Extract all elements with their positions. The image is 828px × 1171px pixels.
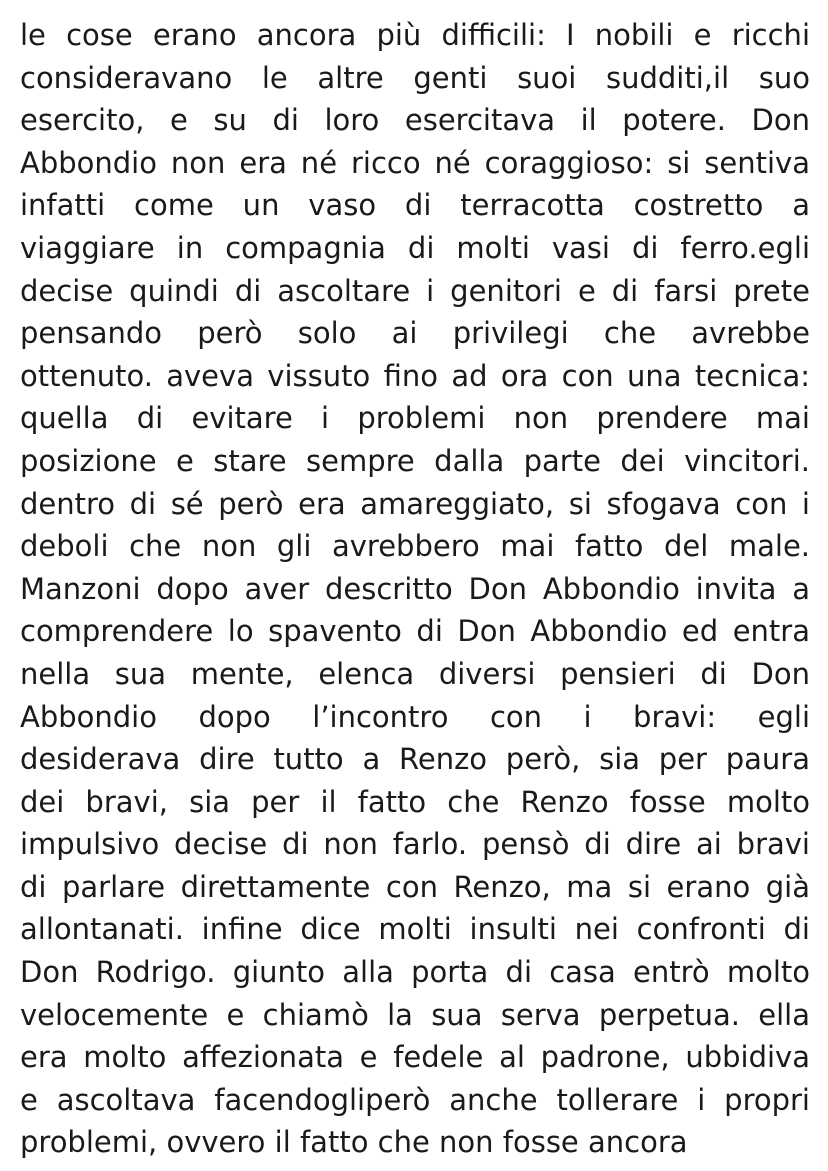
text-line-27: problemi, ovvero il fatto che non fosse ancora (20, 1125, 688, 1160)
text-line-1: le cose erano ancora più difficili: I nobili e ricchi (20, 18, 810, 52)
text-line-22: allontanati. infine dice molti insulti nei confronti di (20, 912, 810, 947)
text-line-24: velocemente e chiamò la sua serva perpetua. ella (20, 997, 810, 1032)
text-line-18: desiderava dire tutto a Renzo però, sia per paura (20, 742, 810, 777)
text-line-19: dei bravi, sia per il fatto che Renzo fosse molto (20, 784, 810, 819)
text-line-3: esercito, e su di loro esercitava il potere. Don (20, 103, 810, 138)
text-line-13: deboli che non gli avrebbero mai fatto del male. (20, 529, 810, 564)
text-line-14: Manzoni dopo aver descritto Don Abbondio invita a (20, 571, 810, 606)
text-line-4: Abbondio non era né ricco né coraggioso: si sentiva (20, 145, 810, 180)
text-line-15: comprendere lo spavento di Don Abbondio ed entra (20, 614, 810, 649)
text-line-17: Abbondio dopo l’incontro con i bravi: egli (20, 699, 810, 734)
text-line-21: di parlare direttamente con Renzo, ma si erano già (20, 869, 810, 904)
text-line-2: consideravano le altre genti suoi sudditi,il suo (20, 60, 810, 95)
text-line-11: posizione e stare sempre dalla parte dei vincitori. (20, 443, 810, 478)
text-line-20: impulsivo decise di non farlo. pensò di dire ai bravi (20, 827, 810, 862)
text-line-16: nella sua mente, elenca diversi pensieri di Don (20, 656, 810, 691)
text-line-6: viaggiare in compagnia di molti vasi di ferro.egli (20, 230, 810, 265)
text-line-26: e ascoltava facendogliperò anche tollerare i propri (20, 1082, 810, 1117)
text-line-25: era molto affezionata e fedele al padrone, ubbidiva (20, 1040, 810, 1075)
text-line-9: ottenuto. aveva vissuto fino ad ora con una tecnica: (20, 358, 810, 393)
text-line-12: dentro di sé però era amareggiato, si sfogava con i (20, 486, 810, 521)
text-line-10: quella di evitare i problemi non prendere mai (20, 401, 810, 436)
text-line-23: Don Rodrigo. giunto alla porta di casa entrò molto (20, 955, 810, 990)
text-line-7: decise quindi di ascoltare i genitori e di farsi prete (20, 273, 810, 308)
text-line-5: infatti come un vaso di terracotta costretto a (20, 188, 810, 223)
text-line-8: pensando però solo ai privilegi che avrebbe (20, 316, 810, 351)
